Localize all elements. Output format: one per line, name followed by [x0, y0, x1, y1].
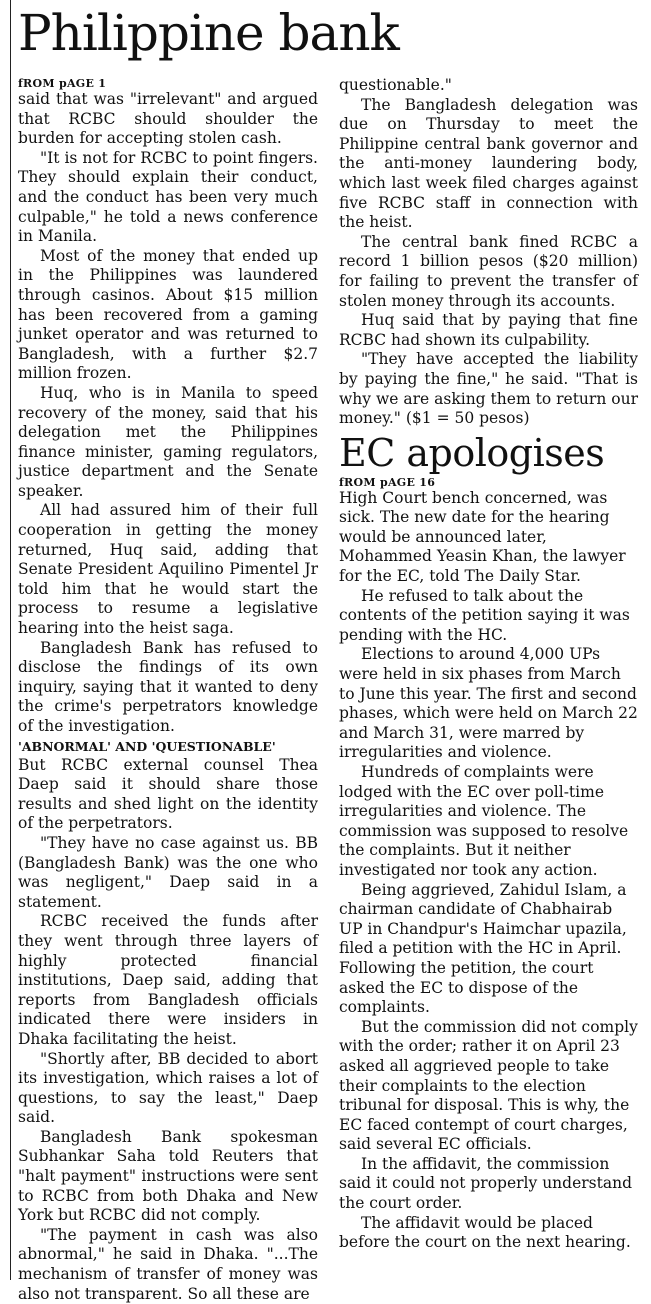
- paragraph: But the commission did not comply with the order; rather it on April 23 asked all aggrieved people to take their complaints to the election tribunal for disposal. This is why, the EC faced contempt of court charges, said several EC officials.: [339, 1017, 638, 1154]
- from-page-label: fROM pAGE 1: [18, 77, 107, 90]
- paragraph: Bangladesh Bank has refused to disclose the findings of its own inquiry, saying that it wanted to deny the crime's perpetrators knowledge of the investigation.: [18, 638, 318, 735]
- paragraph: Most of the money that ended up in the Philippines was laundered through casinos. About $15 million has been recovered from a gaming junket operator and was returned to Bangladesh, with a further $2.7 million frozen.: [18, 246, 318, 383]
- paragraph: He refused to talk about the contents of the petition saying it was pending with the HC.: [339, 586, 630, 644]
- paragraph: The Bangladesh delegation was due on Thursday to meet the Philippine central bank governor and the anti-money laundering body, which last week filed charges against five RCBC staff in connection with the heist.: [339, 95, 638, 232]
- paragraph: In the affidavit, the commission said it could not properly understand the court order.: [339, 1154, 632, 1213]
- paragraph: The affidavit would be placed before the court on the next hearing.: [339, 1213, 631, 1252]
- paragraph: But RCBC external counsel Thea Daep said it should share those results and shed light on the identity of the perpetrators.: [18, 755, 318, 833]
- paragraph: RCBC received the funds after they went through three layers of highly protected financial institutions, Daep said, adding that reports from Bangladesh officials indicated there were insiders in Dhaka facilitating the heist.: [18, 912, 318, 1048]
- column-rule: [10, 0, 11, 1280]
- paragraph: "They have accepted the liability by paying the fine," he said. "That is why we are asking them to return our money." ($1 = 50 pesos): [339, 350, 638, 428]
- paragraph: Huq said that by paying that fine RCBC had shown its culpability.: [339, 311, 638, 349]
- right-column: [339, 76, 638, 1253]
- paragraph: The central bank fined RCBC a record 1 billion pesos ($20 million) for failing to prevent the transfer of stolen money through its accounts.: [339, 232, 638, 310]
- headline: Philippine bank: [18, 4, 399, 62]
- from-page-label: fROM pAGE 16: [339, 475, 436, 489]
- paragraph: Bangladesh Bank spokesman Subhankar Saha told Reuters that "halt payment" instructions were sent to RCBC from both Dhaka and New York but RCBC did not comply.: [18, 1127, 318, 1225]
- continuation-text: questionable.": [339, 76, 452, 94]
- paragraph: "Shortly after, BB decided to abort its investigation, which raises a lot of questions, to say the least," Daep said.: [18, 1049, 318, 1127]
- paragraph: said that was "irrelevant" and argued that RCBC should shoulder the burden for accepting stolen cash.: [18, 90, 318, 148]
- paragraph: Being aggrieved, Zahidul Islam, a chairman candidate of Chabhairab UP in Chandpur's Haimchar upazila, filed a petition with the HC in April. Following the petition, the court asked the EC to dispose of the complaints.: [339, 880, 627, 1017]
- subhead: 'ABNORMAL' AND 'QUESTIONABLE': [18, 738, 276, 754]
- second-headline: EC apologises: [339, 430, 605, 475]
- paragraph: "The payment in cash was also abnormal," he said in Dhaka. "...The mechanism of transfer of money was also not transparent. So all these are: [18, 1225, 318, 1303]
- paragraph: Elections to around 4,000 UPs were held in six phases from March to June this year. The first and second phases, which were held on March 22 and March 31, were marred by irregularities and violence.: [339, 645, 638, 762]
- left-column: [18, 76, 318, 1304]
- paragraph: "They have no case against us. BB (Bangladesh Bank) was the one who was negligent," Daep said in a statement.: [18, 833, 318, 911]
- paragraph: Huq, who is in Manila to speed recovery of the money, said that his delegation met the Philippines finance minister, gaming regulators, justice department and the Senate speaker.: [18, 383, 318, 500]
- paragraph: High Court bench concerned, was sick. The new date for the hearing would be announced later, Mohammed Yeasin Khan, the lawyer for the EC, told The Daily Star.: [339, 488, 626, 586]
- paragraph: "It is not for RCBC to point fingers. They should explain their conduct, and the conduct has been very much culpable," he told a news conference in Manila.: [18, 148, 318, 246]
- paragraph: Hundreds of complaints were lodged with the EC over poll-time irregularities and violence. The commission was supposed to resolve the complaints. But it neither investigated nor took any action.: [339, 763, 629, 879]
- paragraph: All had assured him of their full cooperation in getting the money returned, Huq said, adding that Senate President Aquilino Pimentel Jr told him that he would start the process to resume a legislative hearing into the heist saga.: [18, 501, 318, 638]
